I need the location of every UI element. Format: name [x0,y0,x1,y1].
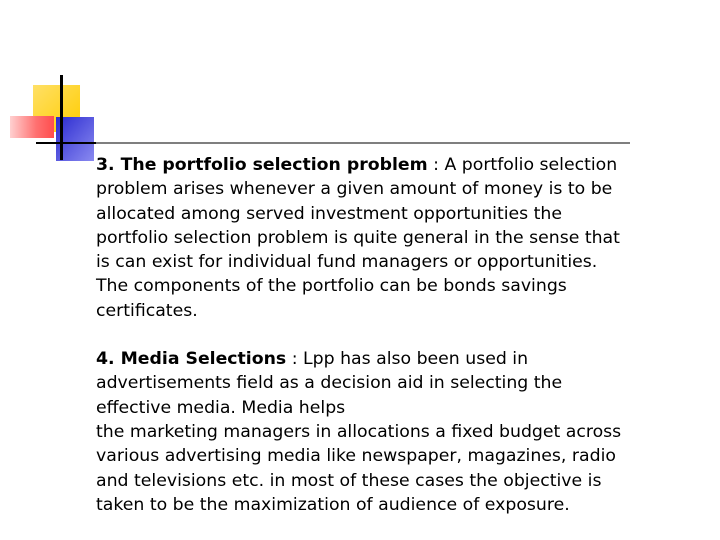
section-heading: 3. The portfolio selection problem [96,155,428,175]
title-rule [36,142,630,144]
paragraph-line: portfolio selection problem is quite general in the sense that [96,227,620,248]
paragraph-line: advertisements field as a decision aid in selecting the [96,373,563,394]
section-heading: 4. Media Selections [96,349,287,370]
paragraph-line: The components of the portfolio can be bonds savings [96,276,567,297]
paragraph-portfolio-selection [96,153,656,323]
paragraph-line [96,153,656,177]
paragraph-line: effective media. Media helps [96,397,346,418]
paragraph-line: and televisions etc. in most of these cases the objective is [96,470,602,491]
paragraph-line: allocated among served investment opportunities the [96,203,563,224]
paragraph-line: various advertising media like newspaper, magazines, radio [96,446,616,467]
paragraph-line: certificates. [96,300,198,321]
line-text: : A portfolio selection [427,155,618,175]
paragraph-media-selections [96,347,656,517]
title-rule-accent [36,142,96,144]
paragraph-line: problem arises whenever a given amount of money is to be [96,179,613,200]
red-bar-icon [10,116,54,138]
paragraph-line [96,347,656,371]
paragraph-line: the marketing managers in allocations a fixed budget across [96,421,622,442]
slide-logo-decoration [0,0,720,170]
paragraph-line: is can exist for individual fund managers or opportunities. [96,252,598,273]
paragraph-line: taken to be the maximization of audience of exposure. [96,494,570,515]
line-text: : Lpp has also been used in [286,349,529,370]
logo-vertical-line [60,75,63,160]
slide-body [96,153,656,517]
